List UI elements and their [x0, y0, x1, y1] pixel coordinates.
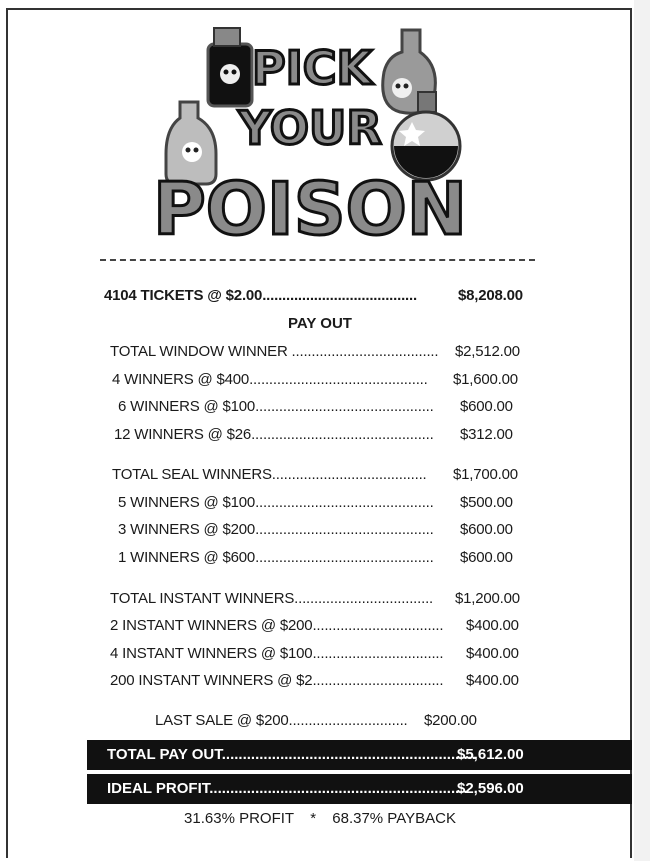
instant-row-3: 200 INSTANT WINNERS @ $2................................. — [110, 672, 444, 689]
window-total-line: TOTAL WINDOW WINNER ..................................... — [110, 343, 439, 360]
seal-total-amount: $1,700.00 — [453, 466, 518, 483]
last-sale-label: LAST SALE @ $200 — [155, 712, 289, 729]
instant-row-1: 2 INSTANT WINNERS @ $200................................. — [110, 617, 444, 634]
instant-total-label: TOTAL INSTANT WINNERS — [110, 590, 295, 607]
window-total-amount: $2,512.00 — [455, 343, 520, 360]
page-edge — [634, 0, 650, 861]
seal-row-1: 5 WINNERS @ $100............................................. — [118, 494, 434, 511]
tickets-line: 4104 TICKETS @ $2.00....................................... — [104, 287, 417, 304]
instant-total-amount: $1,200.00 — [455, 590, 520, 607]
instant-row-3-amount: $400.00 — [466, 672, 519, 689]
payback-percent: 68.37% PAYBACK — [332, 810, 456, 827]
window-total-label: TOTAL WINDOW WINNER — [110, 343, 288, 360]
dashed-separator — [100, 259, 535, 261]
seal-total-label: TOTAL SEAL WINNERS — [112, 466, 272, 483]
window-row-3-amount: $312.00 — [460, 426, 513, 443]
window-row-3: 12 WINNERS @ $26.............................................. — [114, 426, 434, 443]
instant-row-2-amount: $400.00 — [466, 645, 519, 662]
logo-line-your: YOUR — [238, 101, 382, 155]
seal-row-2-amount: $600.00 — [460, 521, 513, 538]
bottle-left-top-icon — [208, 28, 252, 106]
instant-row-2: 4 INSTANT WINNERS @ $100................................. — [110, 645, 444, 662]
window-row-2-amount: $600.00 — [460, 398, 513, 415]
ideal-profit-label: IDEAL PROFIT.............................................................. — [107, 780, 468, 797]
ideal-profit-amount: $2,596.00 — [457, 780, 524, 797]
window-row-1-amount: $1,600.00 — [453, 371, 518, 388]
total-payout-label: TOTAL PAY OUT............................................................. — [107, 746, 476, 763]
separator: * — [310, 810, 317, 827]
last-sale-amount: $200.00 — [424, 712, 477, 729]
instant-row-1-amount: $400.00 — [466, 617, 519, 634]
instant-total-line: TOTAL INSTANT WINNERS................................... — [110, 590, 434, 607]
pick-your-poison-logo — [150, 22, 470, 252]
profit-summary — [0, 810, 640, 827]
total-payout-amount: $5,612.00 — [457, 746, 524, 763]
ideal-profit-bar — [87, 774, 632, 804]
tickets-amount: $8,208.00 — [458, 287, 523, 304]
seal-row-3-amount: $600.00 — [460, 549, 513, 566]
total-payout-bar — [87, 740, 632, 770]
last-sale-line: LAST SALE @ $200.............................. — [155, 712, 408, 729]
logo-line-pick: PICK — [251, 41, 373, 95]
logo-line-poison: POISON — [152, 167, 468, 251]
window-row-1: 4 WINNERS @ $400............................................. — [112, 371, 428, 388]
window-row-2: 6 WINNERS @ $100............................................. — [118, 398, 434, 415]
payout-heading: PAY OUT — [288, 315, 352, 332]
seal-row-1-amount: $500.00 — [460, 494, 513, 511]
profit-percent: 31.63% PROFIT — [184, 810, 295, 827]
seal-row-2: 3 WINNERS @ $200............................................. — [118, 521, 434, 538]
tickets-label: 4104 TICKETS @ $2.00 — [104, 287, 263, 304]
seal-row-3: 1 WINNERS @ $600............................................. — [118, 549, 434, 566]
seal-total-line: TOTAL SEAL WINNERS....................................... — [112, 466, 427, 483]
